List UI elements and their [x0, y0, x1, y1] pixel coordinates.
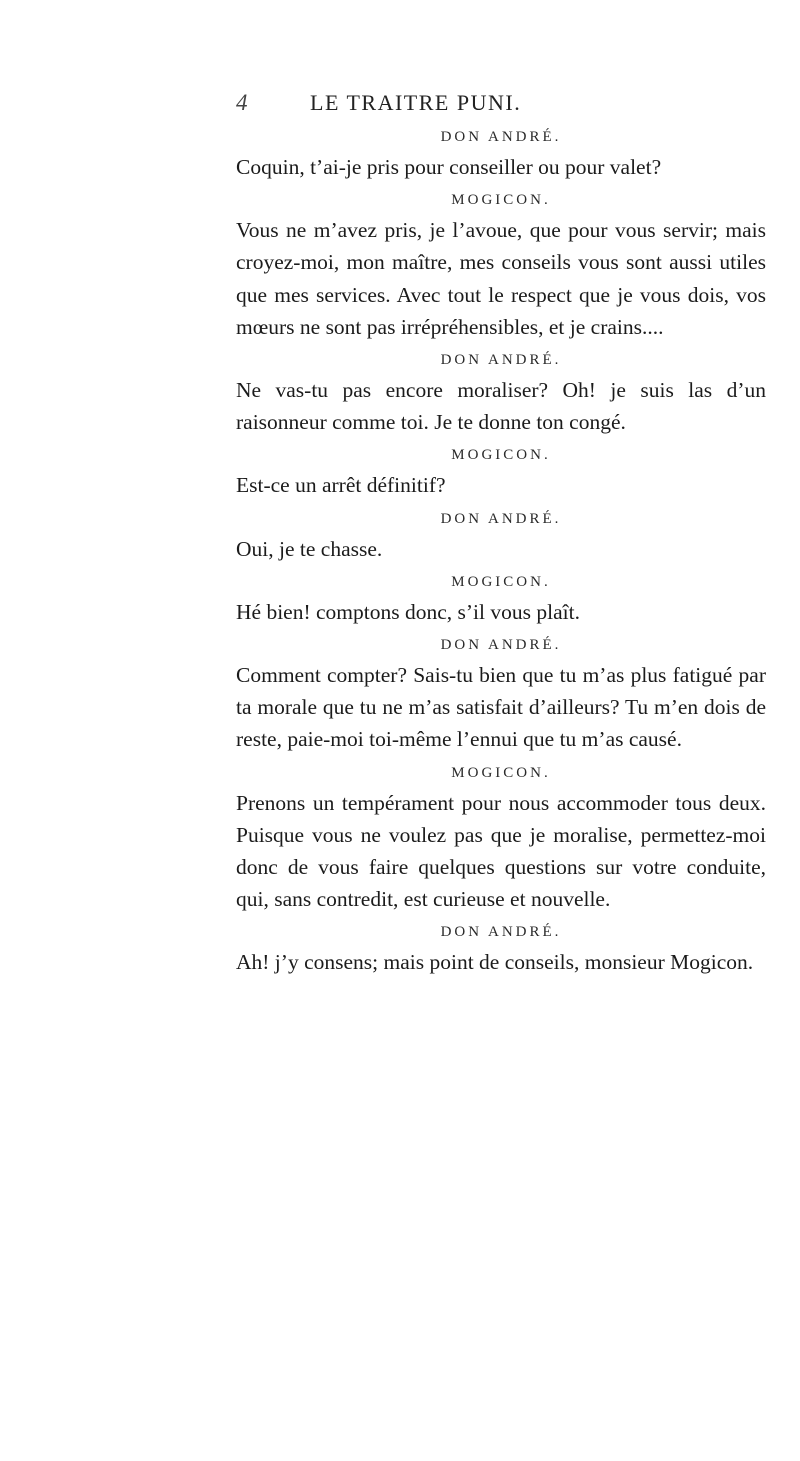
- running-title: LE TRAITRE PUNI.: [310, 90, 522, 115]
- running-header: [0, 90, 800, 120]
- speaker-name: DON ANDRÉ.: [440, 129, 562, 145]
- speaker-name: MOGICON.: [451, 192, 551, 209]
- speech-paragraph: Hé bien! comptons donc, s’il vous plaît.: [236, 599, 580, 624]
- speech-paragraph: Coquin, t’ai-je pris pour conseiller ou pour valet?: [236, 155, 662, 179]
- speaker-name: MOGICON.: [451, 573, 551, 590]
- speech-paragraph: Ah! j’y consens; mais point de conseils, monsieur Mogicon.: [236, 950, 754, 975]
- page-number: 4: [236, 90, 248, 115]
- speech-paragraph: Vous ne m’avez pris, je l’avoue, que pour vous servir; mais croyez-moi, mon maître, mes conseils vous sont aussi utiles que mes services. Avec tout le respect que je vous dois, vos mœurs ne sont pas irrépréhensibles, et je crains....: [236, 218, 766, 339]
- speaker-name: DON ANDRÉ.: [440, 924, 562, 941]
- dialogue-text: [236, 128, 766, 979]
- speaker-name: DON ANDRÉ.: [440, 352, 562, 369]
- speech-paragraph: Prenons un tempérament pour nous accommoder tous deux. Puisque vous ne voulez pas que je moralise, permettez-moi donc de vous faire quelques questions sur votre conduite, qui, sans contredit, est curieuse et nouvelle.: [236, 790, 766, 912]
- speech-paragraph: Oui, je te chasse.: [236, 536, 383, 561]
- speaker-name: DON ANDRÉ.: [440, 637, 562, 654]
- speech-paragraph: Ne vas-tu pas encore moraliser? Oh! je suis las d’un raisonneur comme toi. Je te donne ton congé.: [236, 378, 766, 435]
- speech-paragraph: Comment compter? Sais-tu bien que tu m’as plus fatigué par ta morale que tu ne m’as satisfait d’ailleurs? Tu m’en dois de reste, paie-moi toi-même l’ennui que tu m’as causé.: [236, 663, 766, 752]
- speech-paragraph: Est-ce un arrêt définitif?: [236, 473, 446, 498]
- speaker-name: MOGICON.: [451, 447, 551, 464]
- speaker-name: MOGICON.: [451, 764, 551, 781]
- speaker-name: DON ANDRÉ.: [440, 510, 562, 527]
